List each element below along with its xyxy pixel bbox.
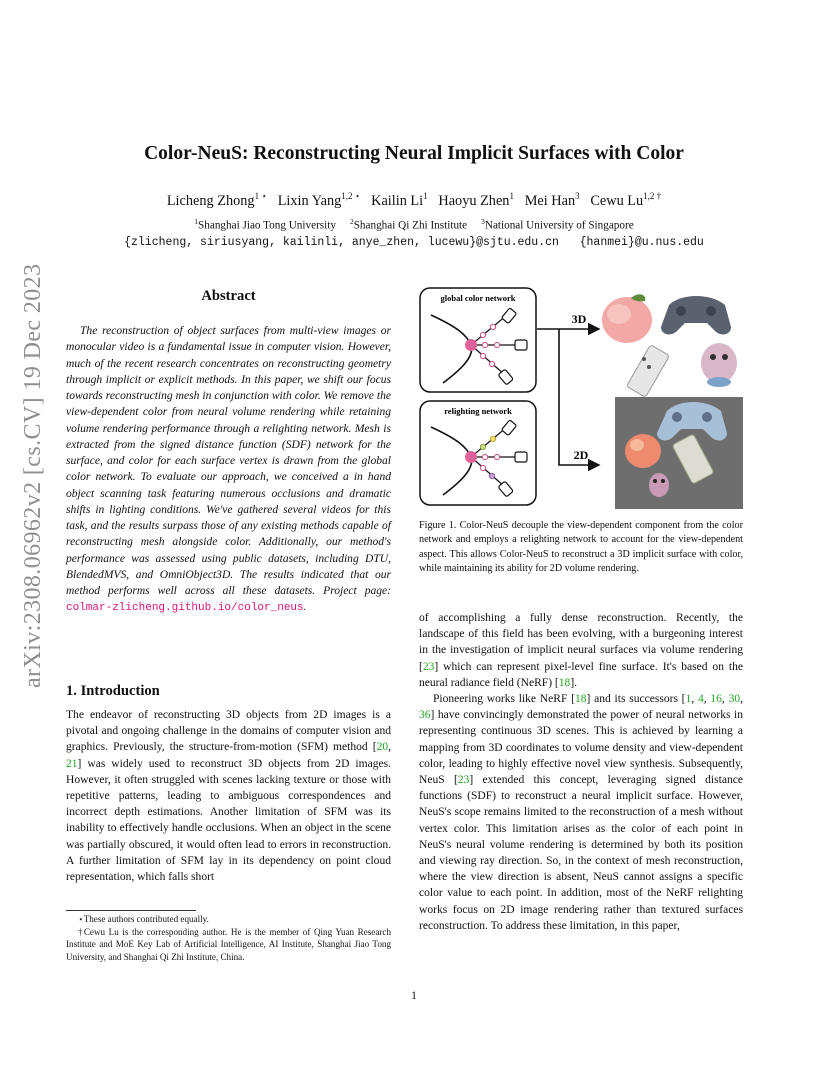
author-name: Haoyu Zhen — [438, 192, 510, 209]
author-sup: 1,2 ⋆ — [341, 191, 361, 201]
sample-point-node — [482, 454, 487, 459]
affiliation-name: Shanghai Qi Zhi Institute — [353, 219, 468, 232]
author-sup: 1 ⋆ — [254, 191, 267, 201]
footnote-corresponding-author: †Cewu Lu is the corresponding author. He is the member of Qing Yuan Research Institute and MoE Key Lab of Artificial Intelligence, AI Institute, Shanghai Jiao Tong University, and Shanghai Qi Zhi Institute, China. — [66, 926, 391, 962]
author-sup: 1 — [423, 191, 428, 201]
camera-icon — [515, 452, 527, 462]
reconstructed-3d-objects — [602, 294, 737, 397]
citation-link[interactable]: 23 — [422, 660, 435, 673]
affiliation-list — [60, 217, 768, 232]
sample-point-node — [489, 361, 494, 366]
sample-point-node — [489, 473, 494, 478]
toy-figure-render — [649, 473, 669, 497]
citation-link[interactable]: 1 — [685, 693, 692, 706]
surface-point-node — [465, 339, 477, 351]
figure-1-diagram — [419, 287, 743, 512]
paper-title: Color-NeuS: Reconstructing Neural Implicit Surfaces with Color — [144, 143, 684, 164]
label-2d: 2D — [573, 448, 589, 462]
affiliation-sup: 2 — [349, 217, 354, 226]
figure-1 — [419, 287, 743, 512]
sample-point-node — [490, 436, 495, 441]
gamepad-mesh — [661, 296, 731, 334]
figure-1-caption: Figure 1. Color-NeuS decouple the view-dependent component from the color network and employs a relighting network to account for the view-dependent aspect. This allows Color-NeuS to reconstruct a 3D implicit surface with color, while maintaining its ability for 2D volume rendering. — [419, 520, 743, 574]
author-name: Lixin Yang — [277, 192, 342, 209]
author-name: Kailin Li — [371, 192, 424, 209]
citation-link[interactable]: 18 — [558, 676, 571, 689]
sample-point-node — [490, 324, 495, 329]
body-text: ] have convincingly demonstrated the power of neural networks in representing continuous 3D scenes. This is achieved by learning a mapping from 3D coordinates to volume density and view-dependent color, leading to highly effective novel view synthesis. Subsequently, NeuS [ — [419, 709, 743, 787]
intro-text: The endeavor of reconstructing 3D objects from 2D images is a pivotal and ongoing challenge in the domains of computer vision and graphics. Previously, the structure-from-motion (SFM) method [ — [66, 709, 391, 754]
arrow-to-2d — [559, 329, 599, 465]
citation-link[interactable]: 21 — [66, 757, 78, 770]
affiliation-sup: 3 — [481, 217, 485, 226]
sample-point-node — [480, 353, 485, 358]
remote-control-mesh — [626, 345, 669, 398]
body-paragraph: Pioneering works like NeRF [18] and its successors [1, 4, 16, 30, 36] have convincingly demonstrated the power of neural networks in representing continuous 3D scenes. This is achieved by learning a mapping from 3D coordinates to volume density and view-dependent color, leading to highly effective novel view synthesis. Subsequently, NeuS [23] extended this concept, leveraging signed distance functions (SDF) to reconstruct a neural implicit surface. However, NeuS's scope remains limited to the reconstruction of a mesh without vertex color. This limitation arises as the color of each point in NeuS's neural volume rendering is determined by both its position and viewing ray direction. So, in the context of mesh reconstruction, where the view direction is absent, NeuS cannot assigns a specific color value to each point. In addition, most of the NeRF relighting works focus on 2D image rendering rather than textured surfaces reconstruction. To address these limitation, in this paper, — [419, 693, 743, 932]
project-page-link[interactable]: colmar-zlicheng.github.io/color_neus — [66, 602, 304, 615]
intro-text: ] was widely used to reconstruct 3D objects from 2D images. However, it often struggled with scenes lacking texture or those with repetitive patterns, leading to ambiguous correspondences and incorrect depth estimations. Another limitation of SFM was its inability to effectively handle occlusions. When an object in the scene was partially obscured, it would often lead to errors in reconstruction. A further limitation of SFM lay in its dependency on point cloud representation, which falls short — [66, 757, 391, 884]
global-color-network-label: global color network — [440, 293, 516, 303]
arxiv-identifier: arXiv:2308.06962v2 [cs.CV] 19 Dec 2023 — [20, 263, 46, 688]
abstract-body — [66, 323, 391, 617]
author-name: Licheng Zhong — [166, 192, 255, 209]
introduction-paragraph — [66, 707, 391, 885]
author-list — [60, 191, 768, 210]
citation-link[interactable]: 20 — [376, 741, 389, 754]
citation-link[interactable]: 23 — [457, 774, 470, 787]
author-emails: {zlicheng, siriusyang, kailinli, anye_zhen, lucewu}@sjtu.edu.cn {hanmei}@u.nus.edu — [124, 236, 704, 249]
footnote-equal-contribution: ⋆These authors contributed equally. — [78, 914, 209, 924]
affiliation-name: National University of Singapore — [484, 219, 634, 232]
body-text: ]. — [570, 676, 578, 689]
citation-link[interactable]: 36 — [419, 709, 431, 722]
body-paragraph — [419, 610, 743, 691]
abstract-heading: Abstract — [201, 288, 256, 304]
abstract-tail: . — [303, 601, 307, 614]
body-text: of accomplishing a fully dense reconstruction. Recently, the landscape of this field has been evolving, with a burgeoning interest in the investigation of implicit neural surfaces via volume rendering [ — [419, 612, 743, 673]
author-name: Cewu Lu — [590, 192, 644, 209]
page-number: 1 — [411, 990, 417, 1002]
author-name: Mei Han — [524, 192, 576, 209]
body-text: ] and its successors [ — [586, 693, 686, 706]
surface-point-node — [465, 451, 477, 463]
citation-link[interactable]: 4 — [697, 693, 704, 706]
section-heading-introduction: 1. Introduction — [66, 683, 160, 699]
sample-point-node — [494, 342, 499, 347]
body-text: ] which can represent pixel-level fine surface. It's based on the neural radiance field (NeRF) [ — [419, 660, 743, 689]
citation-separator: , — [388, 741, 391, 754]
author-sup: 3 — [575, 191, 580, 201]
label-3d: 3D — [571, 312, 587, 326]
author-sup: 1,2 † — [643, 191, 662, 201]
body-text: Pioneering works like NeRF [ — [433, 693, 575, 706]
sample-point-node — [480, 444, 485, 449]
footnote-rule — [66, 910, 196, 911]
sample-point-node — [494, 454, 499, 459]
abstract-text: The reconstruction of object surfaces from multi-view images or monocular video is a fundamental issue in computer vision. However, much of the recent research concentrates on reconstructing geometry through implicit or explicit methods. In this paper, we shift our focus towards reconstructing mesh in conjunction with color. We remove the view-dependent color from neural volume rendering while retaining volume rendering performance through a relighting network. Mesh is extracted from the signed distance function (SDF) network for the surface, and color for each surface vertex is drawn from the global color network. To evaluate our approach, we conceived a in hand object scanning task featuring numerous occlusions and dramatic shifts in lighting conditions. We've gathered several videos for this task, and the results surpass those of any existing methods capable of reconstructing mesh alongside color. Additionally, our method's performance was assessed using public datasets, including DTU, BlendedMVS, and OmniObject3D. The results indicated that our method performs well across all these datasets. Project page: — [66, 325, 391, 597]
affiliation-sup: 1 — [194, 217, 199, 226]
relighting-network-label: relighting network — [444, 406, 512, 416]
right-column-body — [419, 610, 743, 934]
sample-point-node — [480, 332, 485, 337]
peach-render — [625, 434, 661, 468]
citation-link[interactable]: 18 — [574, 693, 587, 706]
camera-icon — [515, 340, 527, 350]
sample-point-node — [482, 342, 487, 347]
affiliation-name: Shanghai Jiao Tong University — [198, 219, 336, 232]
footnotes — [66, 913, 391, 963]
sample-point-node — [480, 465, 485, 470]
body-text: ] extended this concept, leveraging signed distance functions (SDF) to reconstruct a neural implicit surface. However, NeuS's scope remains limited to the reconstruction of a mesh without vertex color. This limitation arises as the color of each point in NeuS's neural volume rendering is determined by both its position and viewing ray direction. So, in the context of mesh reconstruction, where the view direction is absent, NeuS cannot assigns a specific color value to each point. In addition, most of the NeRF relighting works focus on 2D image rendering rather than textured surfaces reconstruction. To address these limitation, in this paper, — [419, 774, 743, 932]
citation-link[interactable]: 16 — [710, 693, 722, 706]
author-sup: 1 — [509, 191, 514, 201]
citation-link[interactable]: 30 — [728, 693, 741, 706]
